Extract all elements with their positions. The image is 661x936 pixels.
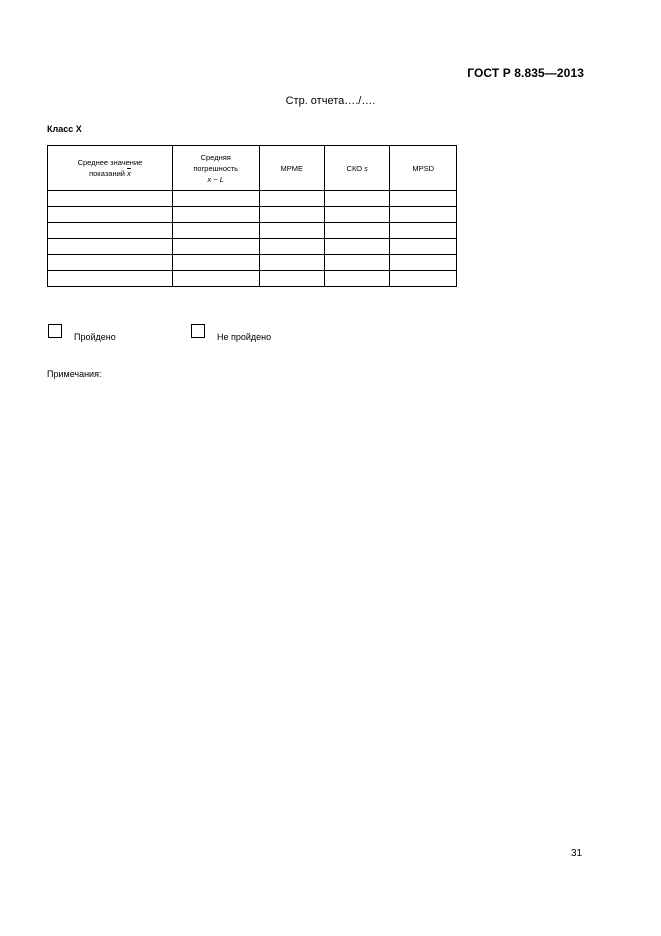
header-mean-error	[172, 146, 259, 191]
table-cell[interactable]	[390, 191, 457, 207]
passed-checkbox[interactable]	[48, 324, 62, 338]
table-cell[interactable]	[325, 271, 390, 287]
header-mpsd	[390, 146, 457, 191]
table-header-row	[48, 146, 457, 191]
header-sko-symbol: s	[364, 163, 368, 173]
failed-label: Не пройдено	[217, 332, 272, 342]
table-cell[interactable]	[259, 191, 324, 207]
table-cell[interactable]	[390, 223, 457, 239]
table-cell[interactable]	[259, 223, 324, 239]
table-cell[interactable]	[172, 239, 259, 255]
table-cell[interactable]	[325, 223, 390, 239]
table-cell[interactable]	[48, 191, 173, 207]
header-error-formula: x − L	[207, 174, 224, 184]
table-cell[interactable]	[390, 255, 457, 271]
table-cell[interactable]	[390, 207, 457, 223]
header-mean-line2: показаний	[89, 169, 125, 178]
header-mean-symbol: $\overline{x}$	[127, 169, 131, 178]
header-mean-value	[48, 146, 173, 191]
header-sko	[325, 146, 390, 191]
table-cell[interactable]	[259, 271, 324, 287]
table-cell[interactable]	[172, 207, 259, 223]
table-cell[interactable]	[325, 255, 390, 271]
table-cell[interactable]	[390, 271, 457, 287]
table-row	[48, 255, 457, 271]
header-mpme-label: MPME	[280, 163, 304, 173]
table-cell[interactable]	[172, 255, 259, 271]
table-cell[interactable]	[48, 223, 173, 239]
table-cell[interactable]	[172, 271, 259, 287]
report-page-counter: Стр. отчета…./….	[285, 95, 376, 107]
table-cell[interactable]	[48, 271, 173, 287]
results-table	[47, 145, 457, 287]
table-row	[48, 191, 457, 207]
header-sko-label: СКО	[346, 163, 363, 173]
table-row	[48, 207, 457, 223]
table-cell[interactable]	[325, 239, 390, 255]
header-mpme	[259, 146, 324, 191]
table-cell[interactable]	[390, 239, 457, 255]
header-mean-line1: Среднее значение	[77, 158, 143, 167]
document-id: ГОСТ Р 8.835—2013	[467, 66, 584, 80]
table-row	[48, 223, 457, 239]
table-cell[interactable]	[48, 207, 173, 223]
table-cell[interactable]	[48, 255, 173, 271]
failed-checkbox[interactable]	[191, 324, 205, 338]
passed-label: Пройдено	[74, 332, 116, 342]
page-number: 31	[571, 848, 583, 859]
table-cell[interactable]	[325, 191, 390, 207]
table-cell[interactable]	[259, 207, 324, 223]
table-row	[48, 239, 457, 255]
class-title: Класс X	[47, 124, 82, 134]
table-cell[interactable]	[172, 191, 259, 207]
table-cell[interactable]	[325, 207, 390, 223]
header-error-line1: Средняя	[200, 152, 231, 162]
table-cell[interactable]	[259, 239, 324, 255]
table-cell[interactable]	[48, 239, 173, 255]
header-error-line2: погрешность	[193, 163, 239, 173]
header-mpsd-label: MPSD	[412, 163, 435, 173]
table-row	[48, 271, 457, 287]
table-cell[interactable]	[259, 255, 324, 271]
table-cell[interactable]	[172, 223, 259, 239]
notes-label: Примечания:	[47, 369, 102, 379]
